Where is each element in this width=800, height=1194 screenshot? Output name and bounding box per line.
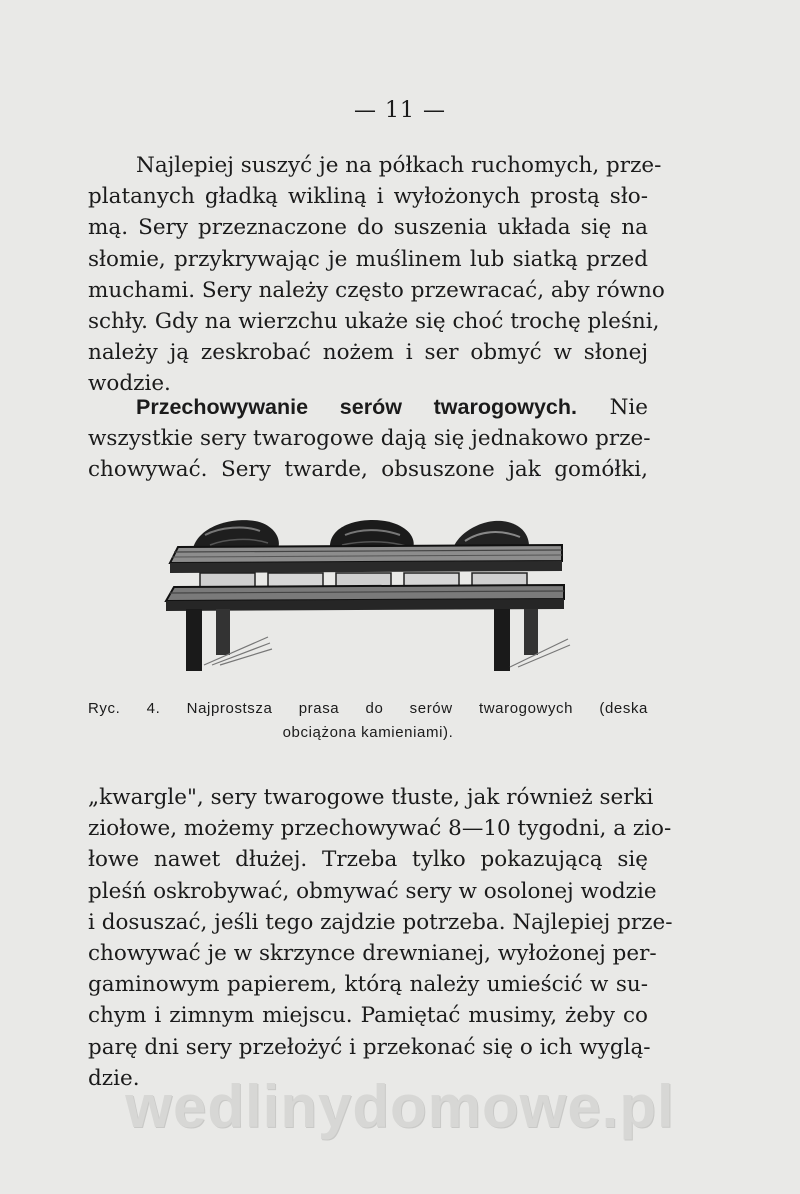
text-line: gaminowym papierem, którą należy umieścić w su- xyxy=(88,972,648,998)
text-line: łowe nawet dłużej. Trzeba tylko pokazującą się xyxy=(88,847,648,873)
text-line: wszystkie sery twarogowe dają się jednakowo prze- xyxy=(88,426,651,452)
caption-line: Ryc. 4. Najprostsza prasa do serów twarogowych (deska xyxy=(88,700,648,717)
paragraph-storage xyxy=(88,392,651,486)
text-line: należy ją zeskrobać nożem i ser obmyć w słonej xyxy=(88,340,648,366)
figure-caption xyxy=(88,697,648,745)
paragraph-drying xyxy=(88,150,665,400)
text-line xyxy=(88,392,648,423)
section-heading: Przechowywanie serów twarogowych. xyxy=(136,395,577,419)
text-line: i dosuszać, jeśli tego zajdzie potrzeba. Najlepiej prze- xyxy=(88,909,673,935)
text-line: wodzie. xyxy=(88,371,171,397)
paragraph-kwargle xyxy=(88,782,673,1094)
text-line: dzie. xyxy=(88,1065,140,1091)
text-line: muchami. Sery należy często przewracać, aby równo xyxy=(88,277,665,303)
text-line: mą. Sery przeznaczone do suszenia układa się na xyxy=(88,215,648,241)
text-line: chowywać je w skrzynce drewnianej, wyłożonej per- xyxy=(88,941,657,967)
text-line: ziołowe, możemy przechowywać 8—10 tygodni, a zio- xyxy=(88,816,672,842)
text-line: schły. Gdy na wierzchu ukaże się choć trochę pleśni, xyxy=(88,309,660,335)
text-line: „kwargle", sery twarogowe tłuste, jak również serki xyxy=(88,785,654,810)
text-line: Najlepiej suszyć je na półkach ruchomych, prze- xyxy=(136,153,662,178)
text-line: parę dni sery przełożyć i przekonać się o ich wyglą- xyxy=(88,1034,651,1060)
text-line: chowywać. Sery twarde, obsuszone jak gomółki, xyxy=(88,457,648,483)
watermark: wedlinydomowe.pl xyxy=(125,1073,675,1140)
text-line: chym i zimnym miejscu. Pamiętać musimy, żeby co xyxy=(88,1003,648,1029)
caption-line: obciążona kamieniami). xyxy=(282,724,454,741)
text-line: pleśń oskrobywać, obmywać sery w osolonej wodzie xyxy=(88,878,657,904)
heading-continuation: Nie xyxy=(577,395,648,420)
page-number: — 11 — xyxy=(354,98,446,123)
text-line: platanych gładką wikliną i wyłożonych prostą sło- xyxy=(88,184,648,210)
text-line: słomie, przykrywając je muślinem lub siatką przed xyxy=(88,246,648,272)
cheese-press-illustration xyxy=(160,505,580,685)
